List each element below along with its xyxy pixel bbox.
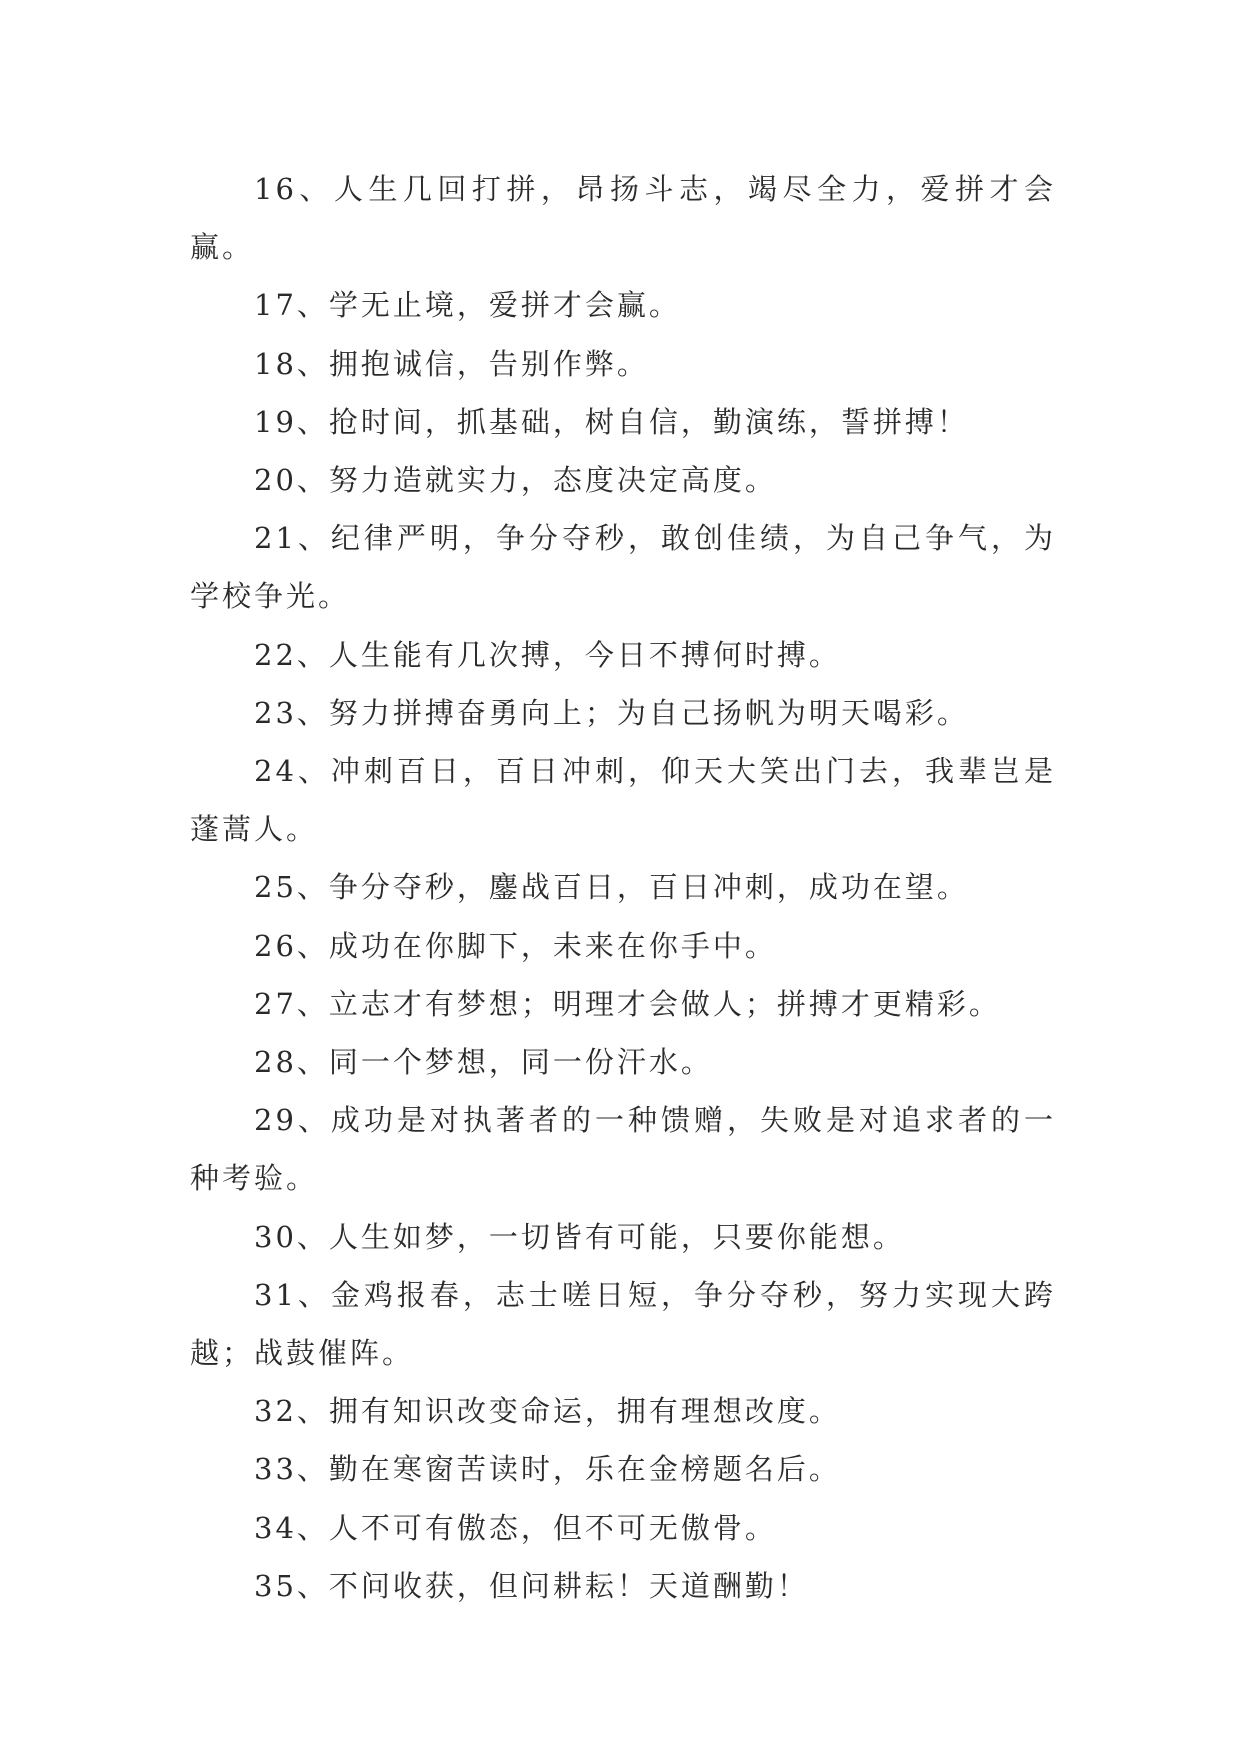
paragraph-31: 31、金鸡报春，志士嗟日短，争分夺秒，努力实现大跨越；战鼓催阵。 xyxy=(190,1277,1056,1371)
paragraph-21: 21、纪律严明，争分夺秒，敢创佳绩，为自己争气，为学校争光。 xyxy=(190,521,1056,614)
paragraph-27: 27、立志才有梦想；明理才会做人；拼搏才更精彩。 xyxy=(254,986,1001,1021)
document-body xyxy=(190,160,1056,1615)
paragraph-24: 24、冲刺百日，百日冲刺，仰天大笑出门去，我辈岂是蓬蒿人。 xyxy=(190,754,1056,847)
paragraph-19: 19、抢时间，抓基础，树自信，勤演练，誓拼搏！ xyxy=(254,404,969,439)
paragraph-32: 32、拥有知识改变命运，拥有理想改度。 xyxy=(254,1394,841,1429)
paragraph-16: 16、人生几回打拼，昂扬斗志，竭尽全力，爱拼才会赢。 xyxy=(190,172,1056,265)
paragraph-33: 33、勤在寒窗苦读时，乐在金榜题名后。 xyxy=(254,1452,841,1487)
paragraph-25: 25、争分夺秒，鏖战百日，百日冲刺，成功在望。 xyxy=(254,870,969,905)
paragraph-17: 17、学无止境，爱拼才会赢。 xyxy=(254,288,681,323)
paragraph-26: 26、成功在你脚下，未来在你手中。 xyxy=(254,928,777,963)
paragraph-29: 29、成功是对执著者的一种馈赠，失败是对追求者的一种考验。 xyxy=(190,1103,1056,1196)
paragraph-28: 28、同一个梦想，同一份汗水。 xyxy=(254,1045,713,1080)
paragraph-22: 22、人生能有几次搏，今日不搏何时搏。 xyxy=(254,637,841,672)
paragraph-18: 18、拥抱诚信，告别作弊。 xyxy=(254,346,649,381)
paragraph-30: 30、人生如梦，一切皆有可能，只要你能想。 xyxy=(254,1219,905,1254)
paragraph-23: 23、努力拼搏奋勇向上；为自己扬帆为明天喝彩。 xyxy=(254,695,969,730)
paragraph-20: 20、努力造就实力，态度决定高度。 xyxy=(254,463,777,498)
paragraph-34: 34、人不可有傲态，但不可无傲骨。 xyxy=(254,1510,777,1545)
paragraph-35: 35、不问收获，但问耕耘！天道酬勤！ xyxy=(254,1568,809,1603)
